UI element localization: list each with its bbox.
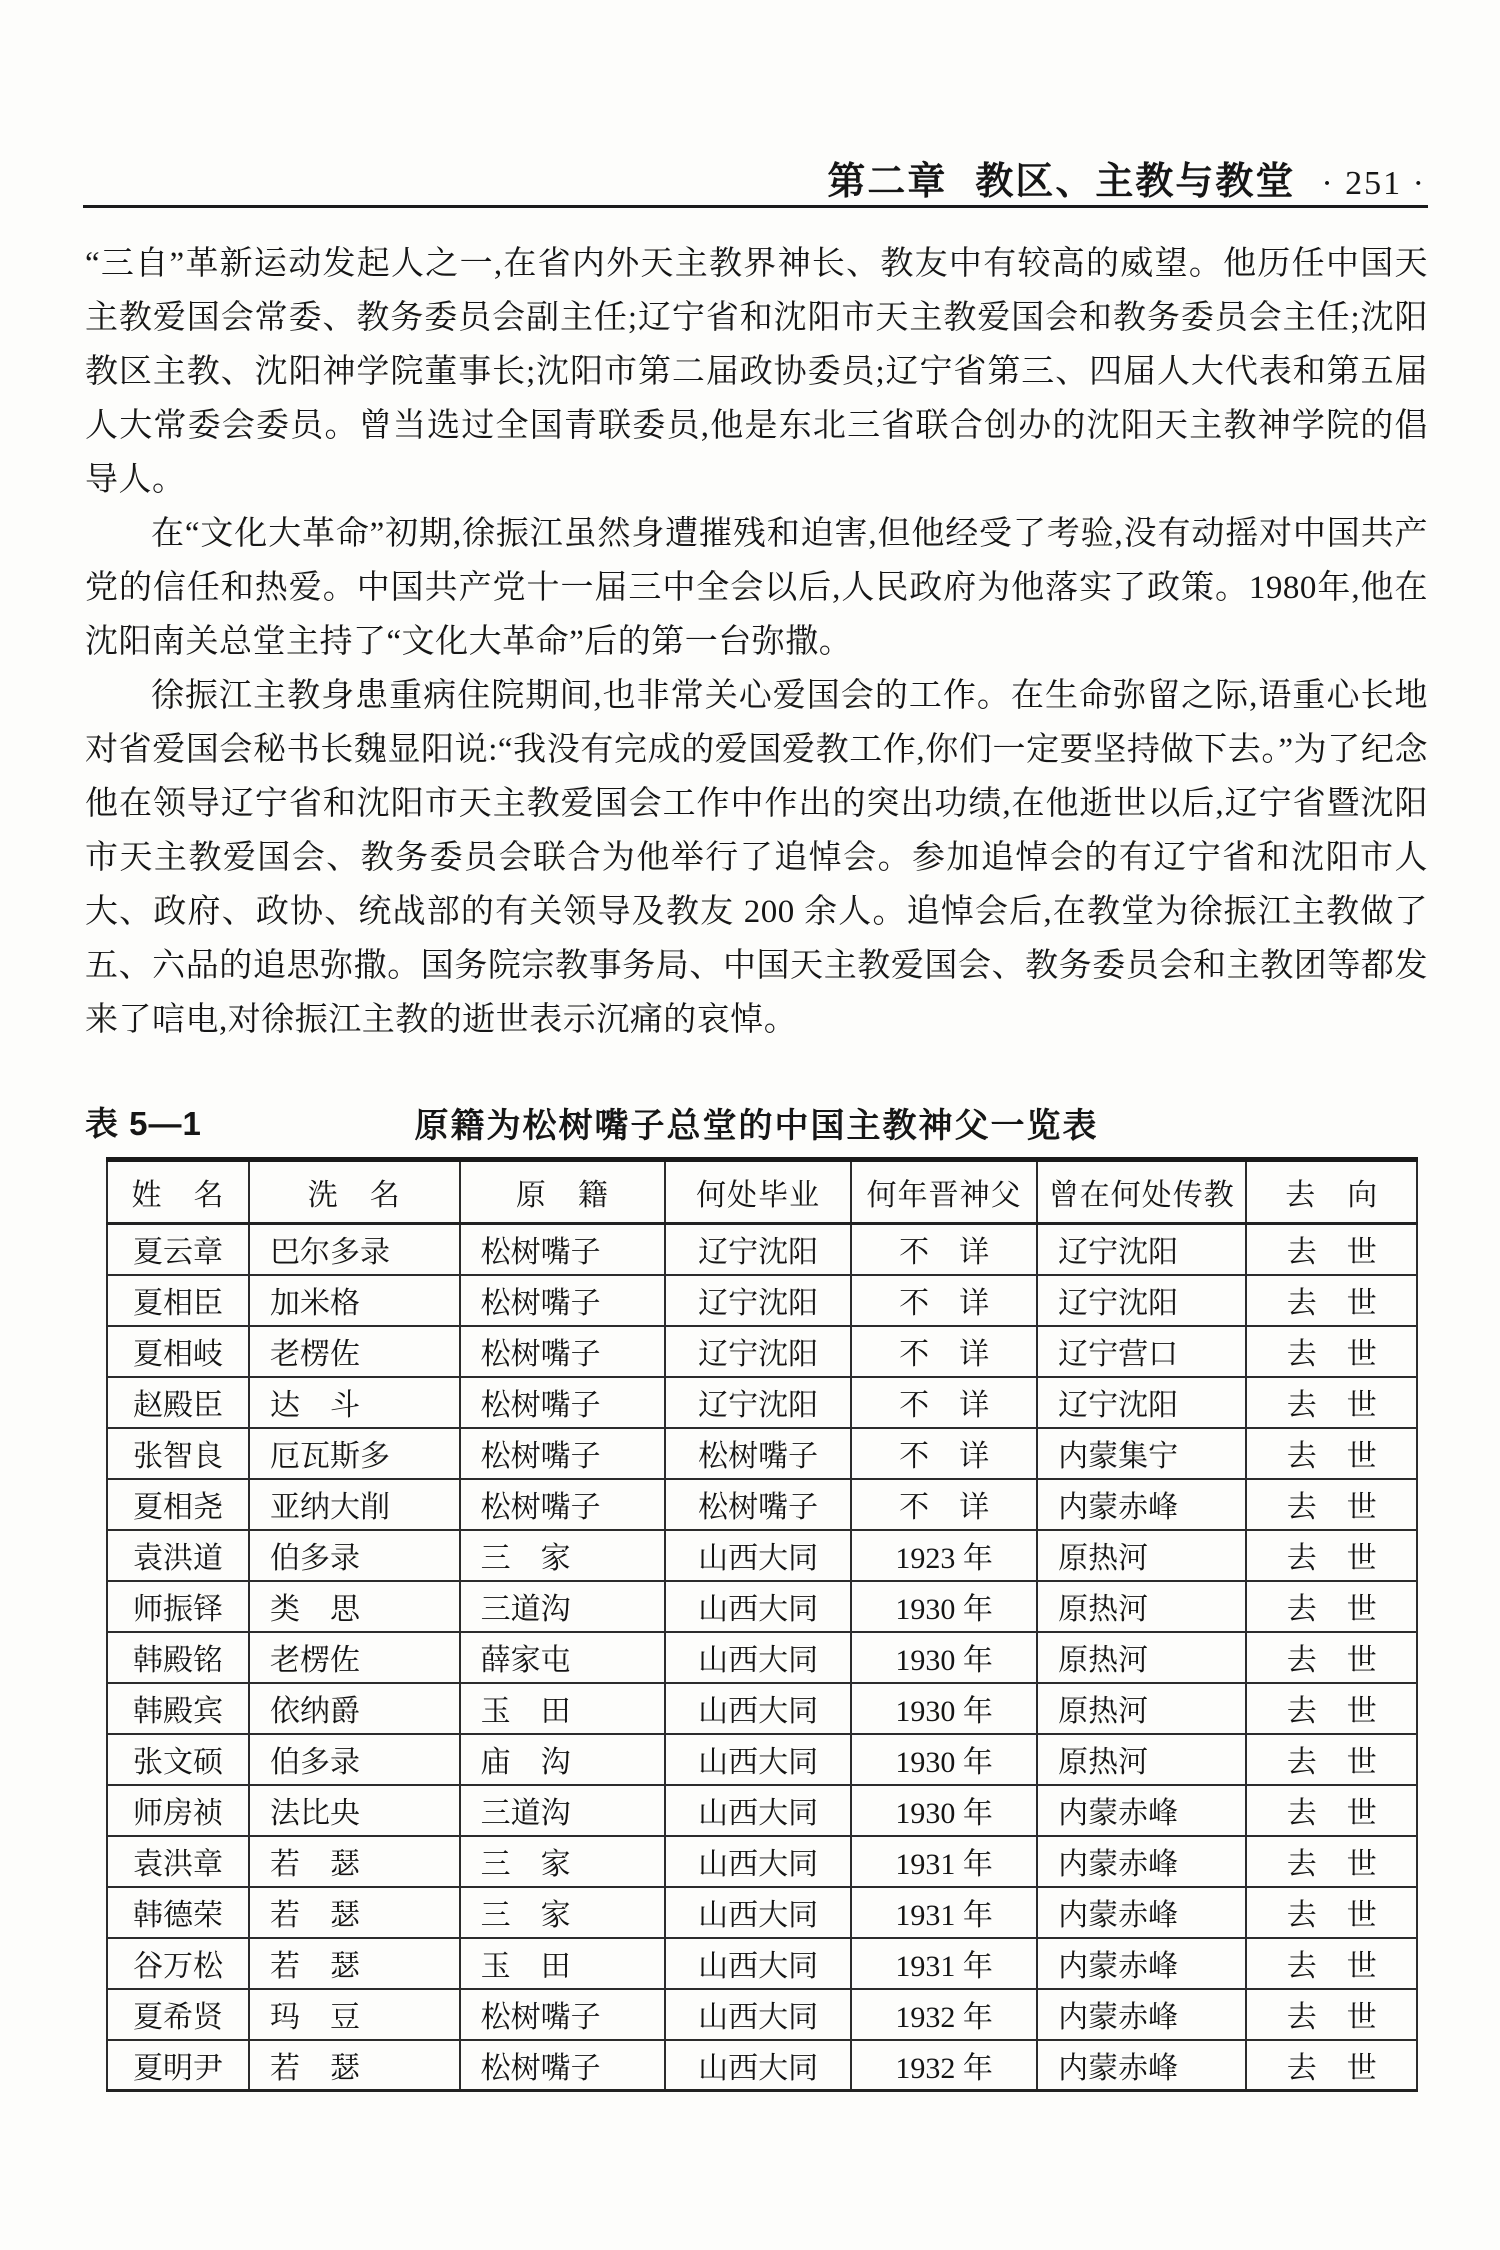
table-cell: 去 世 (1246, 1632, 1417, 1683)
body-text (85, 237, 1428, 1047)
table-cell: 玉 田 (460, 1683, 665, 1734)
table-cell: 亚纳大削 (249, 1479, 460, 1530)
table-cell: 山西大同 (665, 1836, 851, 1887)
table-cell: 韩殿铭 (107, 1632, 249, 1683)
table-cell: 师振铎 (107, 1581, 249, 1632)
table-row (107, 1479, 1417, 1530)
table-cell: 不 详 (851, 1224, 1037, 1275)
table-cell: 内蒙赤峰 (1037, 1887, 1246, 1938)
table-cell: 夏相尧 (107, 1479, 249, 1530)
table-row (107, 1428, 1417, 1479)
header-cell: 何年晋神父 (851, 1160, 1037, 1224)
table-cell: 谷万松 (107, 1938, 249, 1989)
table-cell: 若 瑟 (249, 1887, 460, 1938)
paragraph: “三自”革新运动发起人之一,在省内外天主教界神长、教友中有较高的威望。他历任中国天主教爱国会常委、教务委员会副主任;辽宁省和沈阳市天主教爱国会和教务委员会主任;沈阳教区主教、沈阳神学院董事长;沈阳市第二届政协委员;辽宁省第三、四届人大代表和第五届人大常委会委员。曾当选过全国青联委员,他是东北三省联合创办的沈阳天主教神学院的倡导人。 (85, 246, 1428, 498)
table-cell: 松树嘴子 (460, 1326, 665, 1377)
table-cell: 山西大同 (665, 1530, 851, 1581)
table-cell: 内蒙赤峰 (1037, 1938, 1246, 1989)
table-number-label: 表 5—1 (85, 1105, 202, 1142)
table-row (107, 1581, 1417, 1632)
table-cell: 老楞佐 (249, 1326, 460, 1377)
table-cell: 夏云章 (107, 1224, 249, 1275)
table-cell: 辽宁沈阳 (665, 1275, 851, 1326)
table-cell: 1930 年 (851, 1785, 1037, 1836)
table-cell: 玛 豆 (249, 1989, 460, 2040)
header-cell: 去 向 (1246, 1160, 1417, 1224)
table-cell: 三 家 (460, 1887, 665, 1938)
paragraph: 徐振江主教身患重病住院期间,也非常关心爱国会的工作。在生命弥留之际,语重心长地对省爱国会秘书长魏显阳说:“我没有完成的爱国爱教工作,你们一定要坚持做下去。”为了纪念他在领导辽宁省和沈阳市天主教爱国会工作中作出的突出功绩,在他逝世以后,辽宁省暨沈阳市天主教爱国会、教务委员会联合为他举行了追悼会。参加追悼会的有辽宁省和沈阳市人大、政府、政协、统战部的有关领导及教友 200 余人。追悼会后,在教堂为徐振江主教做了五、六品的追思弥撒。国务院宗教事务局、中国天主教爱国会、教务委员会和主教团等都发来了唁电,对徐振江主教的逝世表示沉痛的哀悼。 (85, 678, 1428, 1038)
table-cell: 原热河 (1037, 1581, 1246, 1632)
table-cell: 去 世 (1246, 1887, 1417, 1938)
table-header-row (107, 1160, 1417, 1224)
table-row (107, 1224, 1417, 1275)
table-row (107, 1785, 1417, 1836)
table-cell: 去 世 (1246, 1581, 1417, 1632)
table-cell: 1930 年 (851, 1632, 1037, 1683)
table-cell: 辽宁营口 (1037, 1326, 1246, 1377)
table-caption (85, 1098, 1428, 1146)
table-cell: 韩殿宾 (107, 1683, 249, 1734)
table-row (107, 1530, 1417, 1581)
table-cell: 去 世 (1246, 1836, 1417, 1887)
table-cell: 去 世 (1246, 1326, 1417, 1377)
table-cell: 袁洪章 (107, 1836, 249, 1887)
table-cell: 若 瑟 (249, 1938, 460, 1989)
table-row (107, 1836, 1417, 1887)
header-cell: 洗 名 (249, 1160, 460, 1224)
table-cell: 不 详 (851, 1275, 1037, 1326)
table-cell: 山西大同 (665, 1581, 851, 1632)
table-row (107, 1887, 1417, 1938)
table-cell: 松树嘴子 (460, 1428, 665, 1479)
table-cell: 张智良 (107, 1428, 249, 1479)
table-cell: 内蒙赤峰 (1037, 1785, 1246, 1836)
table-cell: 三 家 (460, 1530, 665, 1581)
table-cell: 松树嘴子 (460, 1479, 665, 1530)
table-cell: 松树嘴子 (460, 1377, 665, 1428)
table-cell: 赵殿臣 (107, 1377, 249, 1428)
table-row (107, 1734, 1417, 1785)
table-cell: 三道沟 (460, 1785, 665, 1836)
table-cell: 去 世 (1246, 1479, 1417, 1530)
table-cell: 去 世 (1246, 1377, 1417, 1428)
table-cell: 依纳爵 (249, 1683, 460, 1734)
table-cell: 辽宁沈阳 (665, 1224, 851, 1275)
table-cell: 松树嘴子 (665, 1479, 851, 1530)
table-cell: 张文硕 (107, 1734, 249, 1785)
table-row (107, 1938, 1417, 1989)
header-rule (83, 205, 1428, 208)
table-cell: 松树嘴子 (460, 1275, 665, 1326)
table-cell: 1930 年 (851, 1581, 1037, 1632)
table-row (107, 2040, 1417, 2091)
running-head (85, 150, 1426, 205)
table-cell: 山西大同 (665, 2040, 851, 2091)
table-row (107, 1275, 1417, 1326)
table-cell: 三 家 (460, 1836, 665, 1887)
table-cell: 去 世 (1246, 1530, 1417, 1581)
table-cell: 去 世 (1246, 1428, 1417, 1479)
table-cell: 辽宁沈阳 (1037, 1377, 1246, 1428)
table-cell: 厄瓦斯多 (249, 1428, 460, 1479)
table-cell: 1931 年 (851, 1938, 1037, 1989)
table-cell: 夏相岐 (107, 1326, 249, 1377)
table-cell: 夏明尹 (107, 2040, 249, 2091)
table-cell: 伯多录 (249, 1530, 460, 1581)
table-cell: 伯多录 (249, 1734, 460, 1785)
table-cell: 山西大同 (665, 1887, 851, 1938)
table-cell: 山西大同 (665, 1734, 851, 1785)
table-head (107, 1160, 1417, 1224)
table-cell: 达 斗 (249, 1377, 460, 1428)
table-cell: 韩德荣 (107, 1887, 249, 1938)
table-cell: 若 瑟 (249, 2040, 460, 2091)
table-cell: 去 世 (1246, 1224, 1417, 1275)
table-cell: 原热河 (1037, 1683, 1246, 1734)
table-cell: 法比央 (249, 1785, 460, 1836)
table-cell: 山西大同 (665, 1785, 851, 1836)
table-cell: 不 详 (851, 1479, 1037, 1530)
table-cell: 去 世 (1246, 1683, 1417, 1734)
table-cell: 原热河 (1037, 1530, 1246, 1581)
table-cell: 巴尔多录 (249, 1224, 460, 1275)
table-cell: 去 世 (1246, 2040, 1417, 2091)
header-cell: 姓 名 (107, 1160, 249, 1224)
table-cell: 不 详 (851, 1377, 1037, 1428)
table-row (107, 1326, 1417, 1377)
table-cell: 去 世 (1246, 1275, 1417, 1326)
table-cell: 内蒙赤峰 (1037, 1479, 1246, 1530)
chapter-label: 第二章 (827, 161, 948, 203)
table-cell: 1923 年 (851, 1530, 1037, 1581)
paragraph: 在“文化大革命”初期,徐振江虽然身遭摧残和迫害,但他经受了考验,没有动摇对中国共产党的信任和热爱。中国共产党十一届三中全会以后,人民政府为他落实了政策。1980年,他在沈阳南关总堂主持了“文化大革命”后的第一台弥撒。 (85, 516, 1428, 660)
table-cell: 加米格 (249, 1275, 460, 1326)
table-cell: 松树嘴子 (460, 1989, 665, 2040)
table-cell: 1930 年 (851, 1683, 1037, 1734)
table-cell: 原热河 (1037, 1632, 1246, 1683)
table-cell: 不 详 (851, 1428, 1037, 1479)
table-cell: 薛家屯 (460, 1632, 665, 1683)
table-cell: 辽宁沈阳 (1037, 1275, 1246, 1326)
table-cell: 辽宁沈阳 (665, 1326, 851, 1377)
table-cell: 1931 年 (851, 1887, 1037, 1938)
table-cell: 袁洪道 (107, 1530, 249, 1581)
header-cell: 原 籍 (460, 1160, 665, 1224)
table-cell: 山西大同 (665, 1989, 851, 2040)
table-cell: 去 世 (1246, 1938, 1417, 1989)
table-cell: 山西大同 (665, 1632, 851, 1683)
table-cell: 1932 年 (851, 1989, 1037, 2040)
table-cell: 师房祯 (107, 1785, 249, 1836)
table-cell: 内蒙赤峰 (1037, 1989, 1246, 2040)
header-cell: 何处毕业 (665, 1160, 851, 1224)
table-cell: 不 详 (851, 1326, 1037, 1377)
table-cell: 去 世 (1246, 1734, 1417, 1785)
table-cell: 山西大同 (665, 1938, 851, 1989)
table-cell: 去 世 (1246, 1785, 1417, 1836)
table-cell: 1932 年 (851, 2040, 1037, 2091)
table-cell: 辽宁沈阳 (665, 1377, 851, 1428)
table-cell: 原热河 (1037, 1734, 1246, 1785)
table-cell: 玉 田 (460, 1938, 665, 1989)
table-cell: 若 瑟 (249, 1836, 460, 1887)
table-cell: 老楞佐 (249, 1632, 460, 1683)
table-cell: 松树嘴子 (460, 1224, 665, 1275)
chapter-title: 教区、主教与教堂 (975, 161, 1296, 203)
header-cell: 曾在何处传教 (1037, 1160, 1246, 1224)
table-cell: 庙 沟 (460, 1734, 665, 1785)
priests-table (106, 1157, 1418, 2092)
table-cell: 1930 年 (851, 1734, 1037, 1785)
table-row (107, 1632, 1417, 1683)
table-title: 原籍为松树嘴子总堂的中国主教神父一览表 (414, 1107, 1099, 1145)
table-row (107, 1989, 1417, 2040)
table-row (107, 1377, 1417, 1428)
table-cell: 辽宁沈阳 (1037, 1224, 1246, 1275)
table-cell: 1931 年 (851, 1836, 1037, 1887)
table-cell: 山西大同 (665, 1683, 851, 1734)
table-body (107, 1224, 1417, 2091)
table-cell: 类 思 (249, 1581, 460, 1632)
page-number: · 251 · (1321, 165, 1426, 202)
table-cell: 内蒙赤峰 (1037, 1836, 1246, 1887)
table-cell: 松树嘴子 (460, 2040, 665, 2091)
table-cell: 三道沟 (460, 1581, 665, 1632)
table-cell: 内蒙赤峰 (1037, 2040, 1246, 2091)
table-cell: 去 世 (1246, 1989, 1417, 2040)
table-cell: 松树嘴子 (665, 1428, 851, 1479)
table-cell: 内蒙集宁 (1037, 1428, 1246, 1479)
table-cell: 夏相臣 (107, 1275, 249, 1326)
table-row (107, 1683, 1417, 1734)
table-cell: 夏希贤 (107, 1989, 249, 2040)
